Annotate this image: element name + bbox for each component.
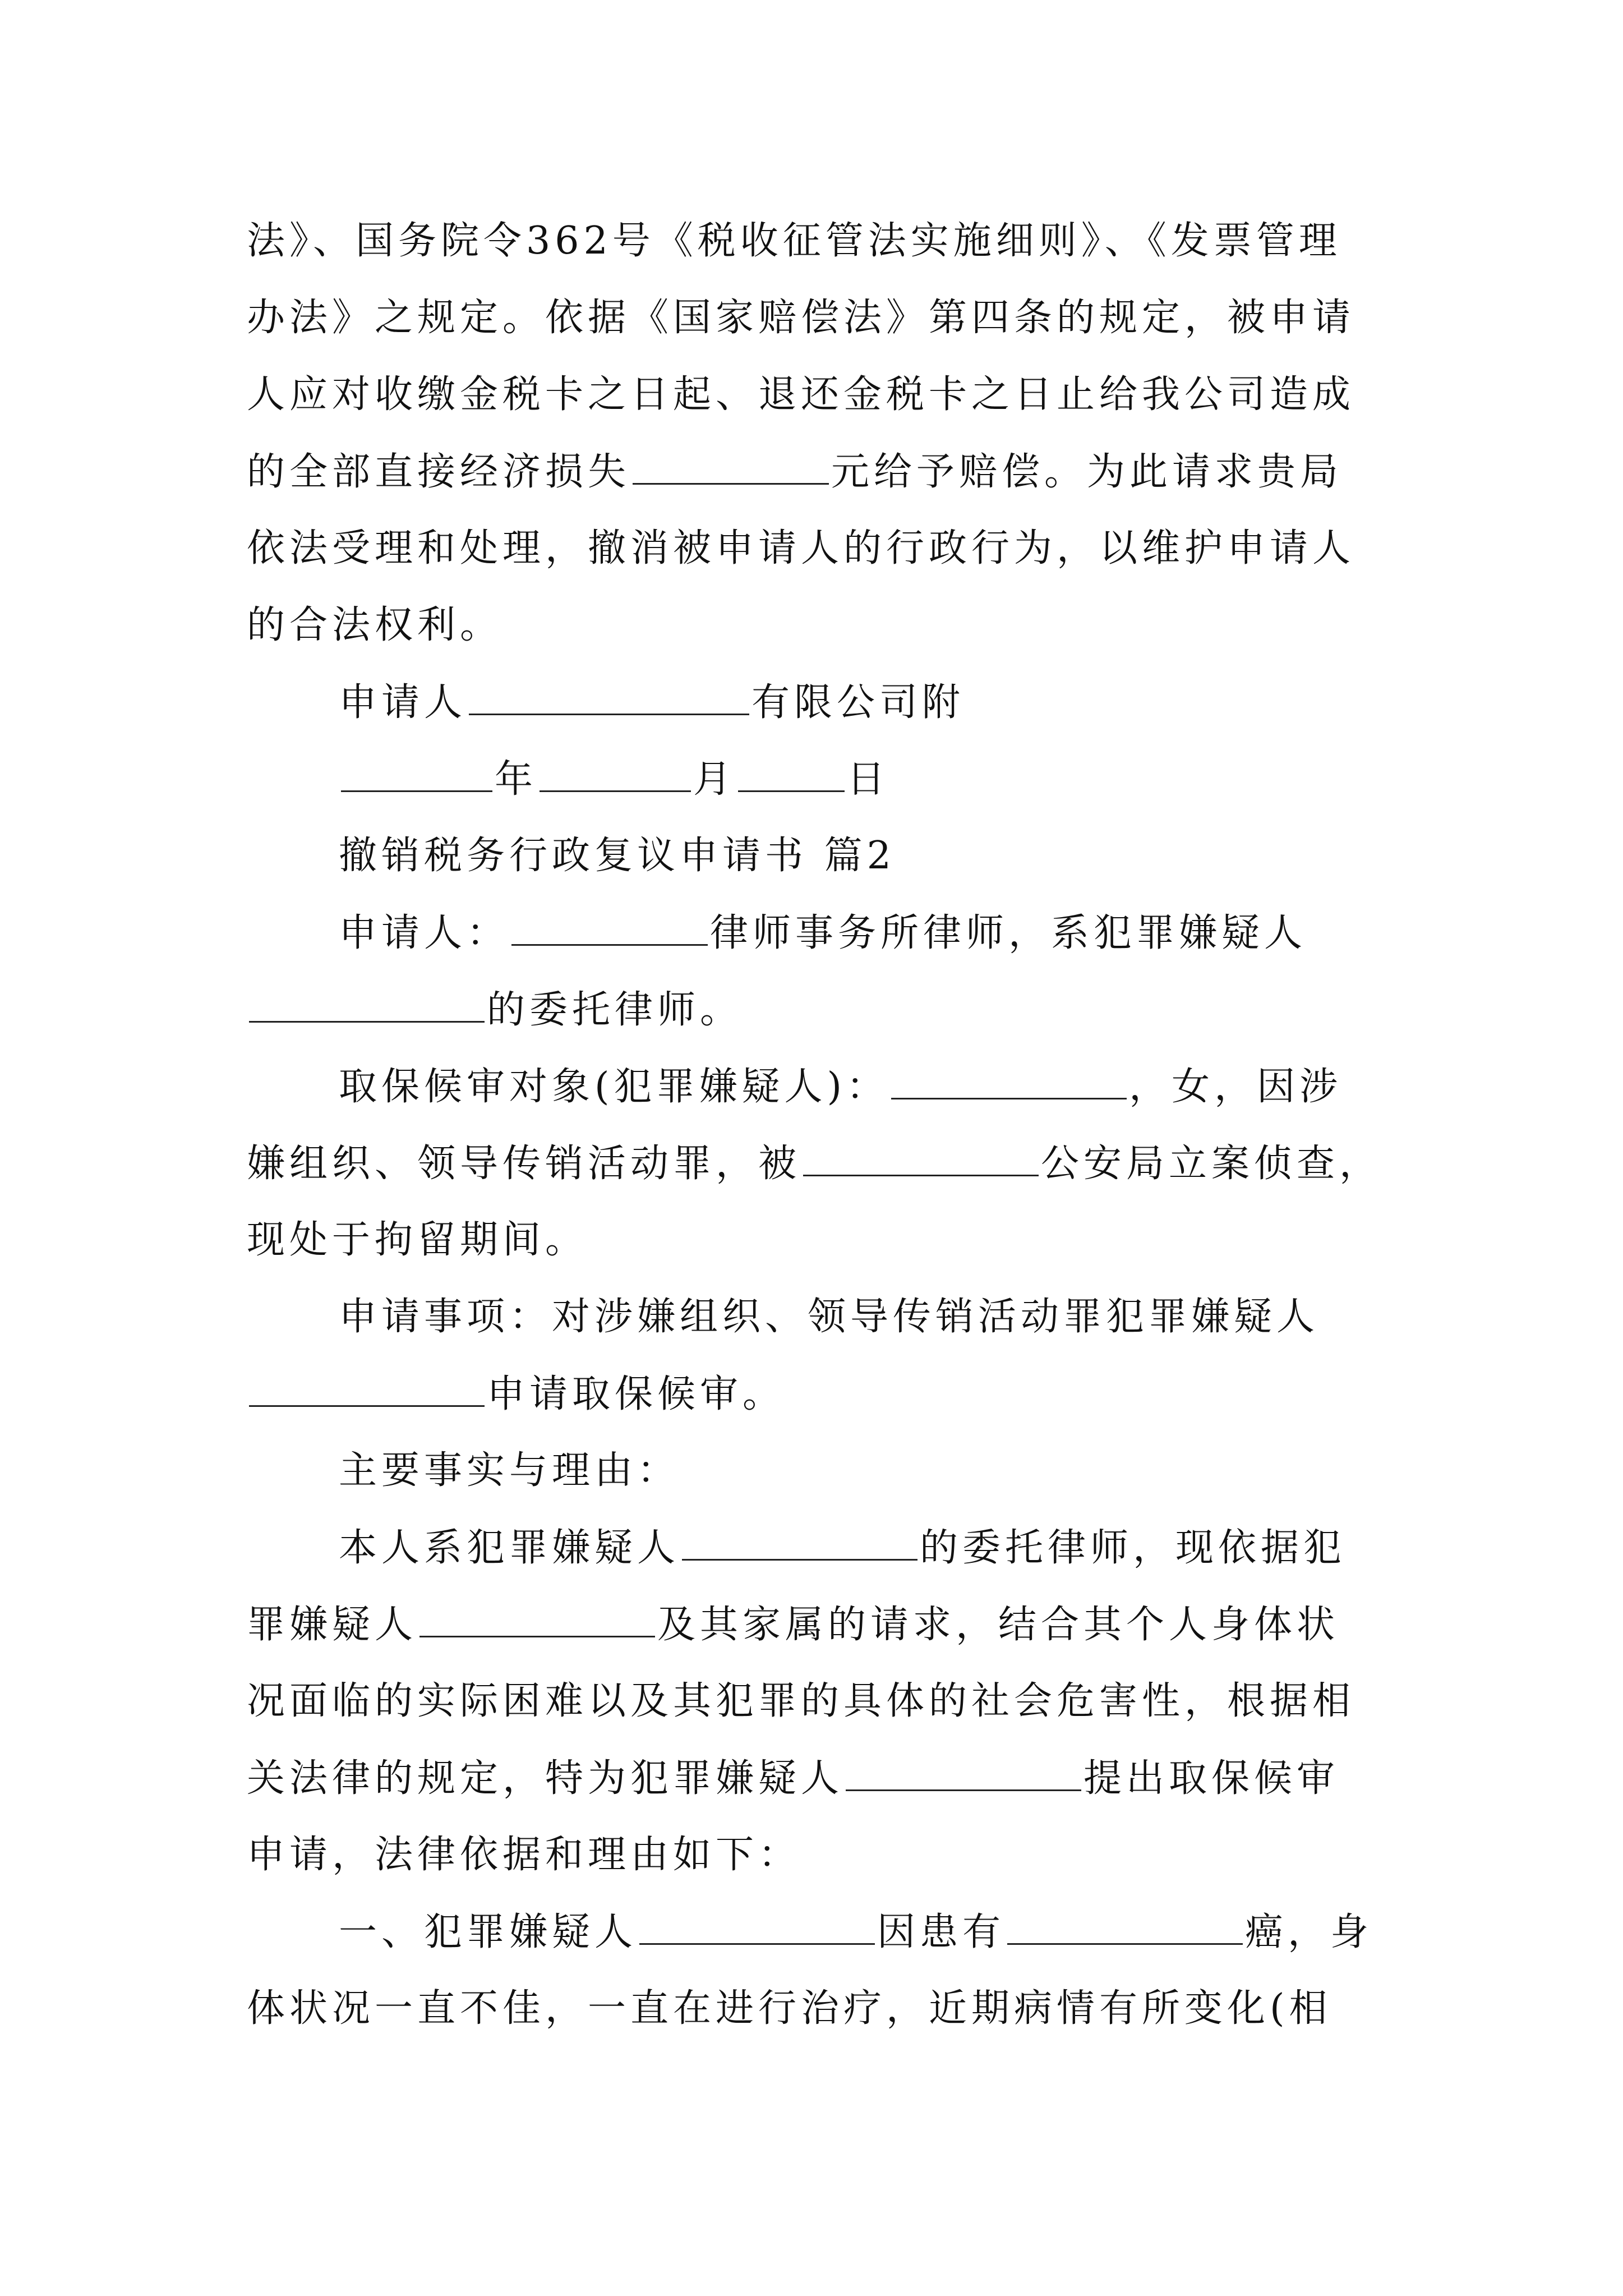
text-span: 有限公司附 <box>751 680 965 725</box>
text-span: 办法》之规定。依据《国家赔偿法》第四条的规定，被申请 <box>247 296 1355 340</box>
text-span: 人应对收缴金税卡之日起、退还金税卡之日止给我公司造成 <box>247 372 1355 417</box>
text-span: 罪嫌疑人 <box>247 1603 418 1647</box>
text-line <box>247 1986 1332 2031</box>
text-span: 提出取保候审 <box>1083 1756 1340 1801</box>
text-span: 撤销税务行政复议申请书 篇2 <box>339 834 896 878</box>
text-line <box>247 1602 1339 1648</box>
text-line <box>247 1679 1355 1724</box>
text-span: 嫌组织、领导传销活动罪，被 <box>247 1142 801 1186</box>
text-line <box>247 1218 588 1263</box>
text-span: 的委托律师，现依据犯 <box>920 1526 1347 1570</box>
fill-blank[interactable] <box>682 1525 917 1561</box>
text-span: 公安局立案侦查， <box>1041 1142 1382 1186</box>
text-span: 癌，身 <box>1245 1910 1373 1954</box>
text-span: 主要事实与理由： <box>339 1448 680 1493</box>
text-span: 申请取保候审。 <box>487 1372 786 1416</box>
text-span: 年 <box>495 757 538 802</box>
text-span: 一、犯罪嫌疑人 <box>339 1910 638 1954</box>
text-line <box>339 1525 1346 1571</box>
text-span: 本人系犯罪嫌疑人 <box>339 1526 680 1570</box>
text-line <box>339 910 1307 956</box>
text-line <box>247 526 1355 571</box>
text-line <box>247 296 1355 341</box>
fill-blank[interactable] <box>738 757 845 792</box>
text-line <box>339 1064 1342 1110</box>
text-span: 的委托律师。 <box>487 988 743 1032</box>
text-span: 申请人： <box>339 911 510 955</box>
fill-blank[interactable] <box>803 1141 1039 1176</box>
text-span: 依法受理和处理，撤消被申请人的行政行为，以维护申请人 <box>247 526 1355 570</box>
fill-blank[interactable] <box>419 1602 655 1637</box>
fill-blank[interactable] <box>846 1756 1081 1791</box>
fill-blank[interactable] <box>891 1064 1127 1099</box>
fill-blank[interactable] <box>249 987 485 1023</box>
text-span: 的全部直接经济损失 <box>247 450 631 494</box>
fill-blank[interactable] <box>633 449 829 485</box>
text-span: 因患有 <box>877 1910 1006 1954</box>
applicant-line <box>339 680 965 725</box>
text-span: 月 <box>693 757 736 802</box>
text-span: 申请，法律依据和理由如下： <box>247 1833 801 1877</box>
text-line <box>247 603 502 648</box>
fill-blank[interactable] <box>639 1910 875 1945</box>
text-line <box>247 1372 785 1417</box>
text-span: 况面临的实际困难以及其犯罪的具体的社会危害性，根据相 <box>247 1679 1355 1723</box>
text-line <box>247 372 1355 417</box>
text-span: 日 <box>847 757 890 802</box>
fill-blank[interactable] <box>341 757 492 792</box>
text-line <box>339 1295 1319 1340</box>
text-span: 现处于拘留期间。 <box>247 1218 588 1262</box>
text-span: 关法律的规定，特为犯罪嫌疑人 <box>247 1756 844 1801</box>
text-span: 的合法权利。 <box>247 603 503 647</box>
text-span: ，女，因涉 <box>1129 1065 1343 1109</box>
text-line <box>339 1448 680 1493</box>
text-span: 元给予赔偿。为此请求贵局 <box>831 450 1343 494</box>
text-line <box>247 1141 1382 1186</box>
fill-blank[interactable] <box>511 910 708 946</box>
text-span: 律师事务所律师，系犯罪嫌疑人 <box>710 911 1307 955</box>
text-line <box>247 987 743 1033</box>
text-line <box>247 1833 801 1878</box>
fill-blank[interactable] <box>1007 1910 1243 1945</box>
text-line <box>339 1910 1373 1955</box>
text-span: 申请人 <box>339 680 467 725</box>
section-title <box>339 834 896 878</box>
text-line <box>247 1756 1339 1801</box>
text-span: 法》、国务院令362号《税收征管法实施细则》、《发票管理 <box>247 219 1341 263</box>
fill-blank[interactable] <box>540 757 691 792</box>
date-line <box>339 757 889 802</box>
fill-blank[interactable] <box>249 1372 485 1407</box>
text-line <box>247 219 1341 264</box>
fill-blank[interactable] <box>469 680 749 715</box>
text-span: 申请事项：对涉嫌组织、领导传销活动罪犯罪嫌疑人 <box>339 1295 1320 1339</box>
text-line <box>247 449 1343 495</box>
text-span: 体状况一直不佳，一直在进行治疗，近期病情有所变化(相 <box>247 1986 1332 2031</box>
text-span: 及其家属的请求，结合其个人身体状 <box>657 1603 1340 1647</box>
text-span: 取保候审对象(犯罪嫌疑人)： <box>339 1065 889 1109</box>
